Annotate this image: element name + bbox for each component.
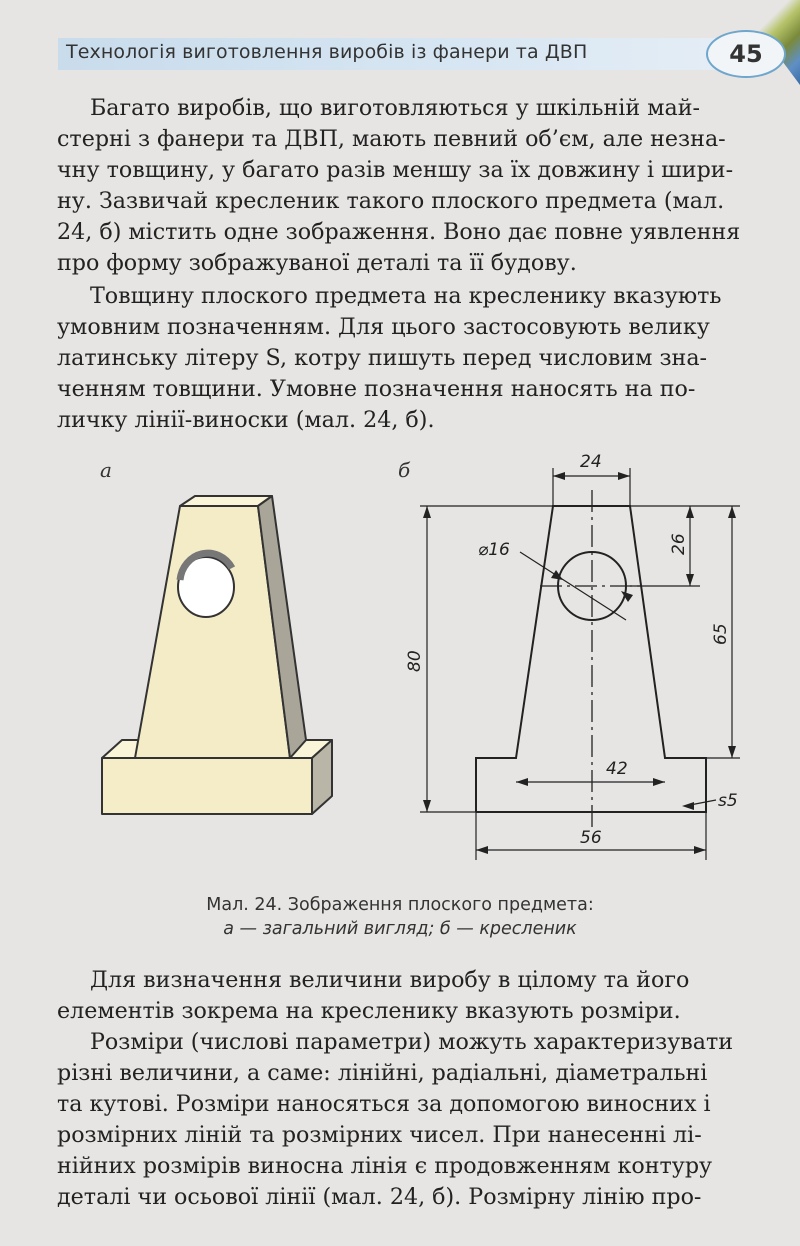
extension-lines [420,468,740,860]
dim-hole-diameter: ⌀16 [478,540,510,560]
paragraph-1 [57,93,780,279]
arrowheads [423,472,736,854]
paragraph-4 [57,1027,780,1213]
text-line: личку лінії-виноски (мал. 24, б). [57,407,435,433]
text-line: про форму зображуваної деталі та її будову. [57,250,577,276]
dim-top-width: 24 [580,452,602,472]
text-line: та кутові. Розміри наносяться за допомогою виносних і [57,1091,711,1117]
dim-total-height: 80 [405,650,425,672]
text-line: Розміри (числові параметри) можуть характеризувати [90,1029,734,1055]
text-line: різні величини, а саме: лінійні, радіальні, діаметральні [57,1060,708,1086]
isometric-view [102,496,332,814]
figure-label-b: б [398,458,411,482]
text-line: стерні з фанери та ДВП, мають певний об’єм, але незна- [57,126,726,152]
running-header-title: Технологія виготовлення виробів із фанери та ДВП [66,41,588,63]
page-number: 45 [706,30,786,78]
dim-thickness: s5 [718,791,738,811]
figure-24 [0,440,800,860]
technical-drawing [420,468,740,860]
caption-line-1: Мал. 24. Зображення плоского предмета: [206,895,594,915]
text-line: деталі чи осьової лінії (мал. 24, б). Розмірну лінію про- [57,1184,702,1210]
text-line: ченням товщини. Умовне позначення наносять на по- [57,376,696,402]
text-line: Товщину плоского предмета на кресленику вказують [90,283,722,309]
dim-base-width: 56 [580,828,602,848]
text-line: чну товщину, у багато разів меншу за їх довжину і шири- [57,157,734,183]
upright-top-face [180,496,272,506]
base-front-face [102,758,312,814]
text-line: умовним позначенням. Для цього застосовують велику [57,314,710,340]
dim-upper-height: 65 [711,623,731,645]
text-line: розмірних ліній та розмірних чисел. При нанесенні лі- [57,1122,702,1148]
text-line: Багато виробів, що виготовляються у шкільній май- [90,95,700,121]
dimension-lines [427,476,732,850]
dim-hole-height: 26 [669,533,689,555]
dim-inner-width: 42 [606,759,628,779]
figure-label-a: а [100,458,112,482]
paragraph-3 [57,965,780,1027]
text-line: ну. Зазвичай кресленик такого плоского предмета (мал. [57,188,725,214]
text-line: латинську літеру S, котру пишуть перед числовим зна- [57,345,708,371]
figure-caption [0,893,800,941]
paragraph-2 [57,281,780,436]
text-line: 24, б) містить одне зображення. Воно дає повне уявлення [57,219,741,245]
text-line: нійних розмірів виносна лінія є продовженням контуру [57,1153,713,1179]
caption-line-2: а — загальний вигляд; б — кресленик [223,919,577,939]
text-line: елементів зокрема на кресленику вказують розміри. [57,998,681,1024]
text-line: Для визначення величини виробу в цілому та його [90,967,690,993]
